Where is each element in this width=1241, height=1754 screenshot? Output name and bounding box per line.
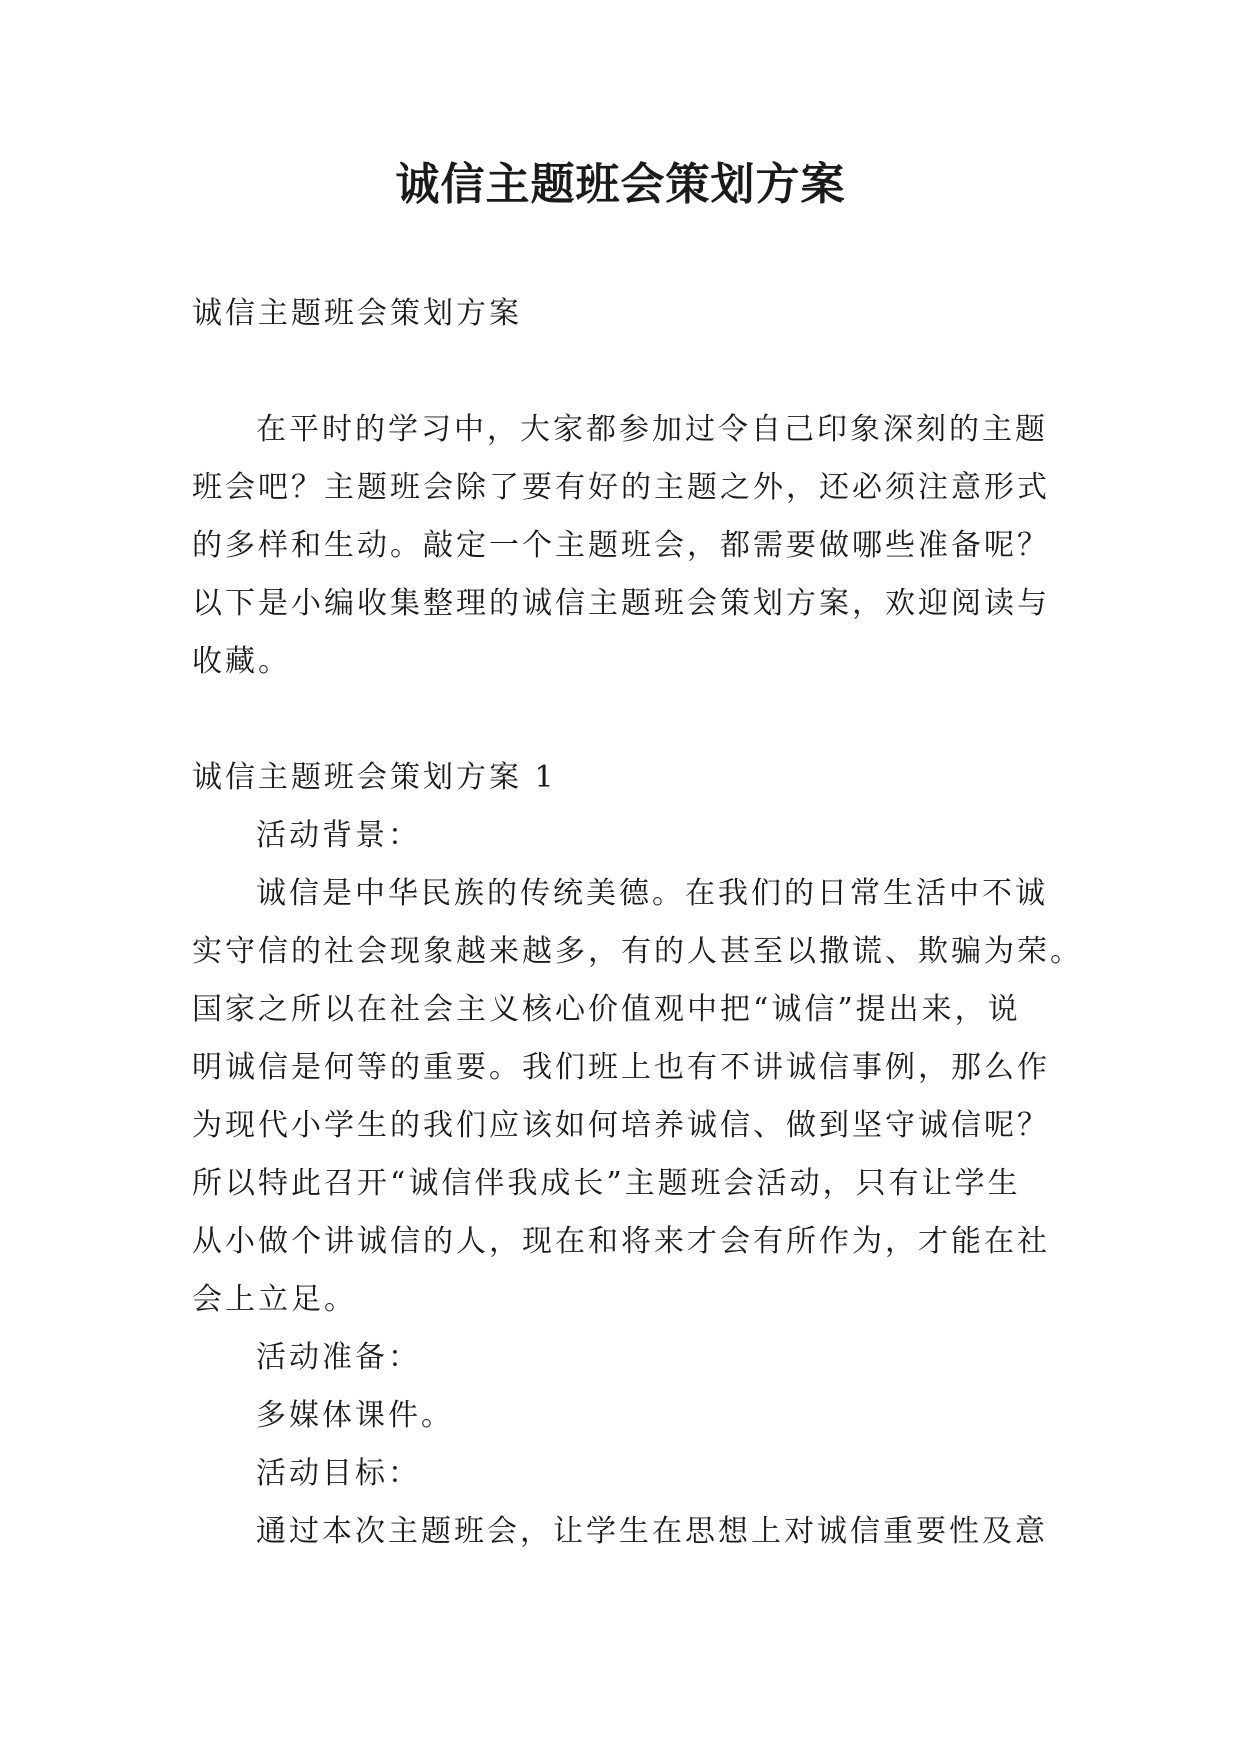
background-line: 诚信是中华民族的传统美德。在我们的日常生活中不诚	[256, 876, 1048, 911]
intro-line: 班会吧？主题班会除了要有好的主题之外，还必须注意形式	[192, 470, 1050, 505]
background-paragraph	[192, 865, 1083, 1329]
background-line: 实守信的社会现象越来越多，有的人甚至以撒谎、欺骗为荣。	[192, 934, 1083, 969]
section-heading: 诚信主题班会策划方案 1	[192, 760, 557, 795]
background-line: 会上立足。	[192, 1282, 357, 1317]
background-line: 所以特此召开“诚信伴我成长”主题班会活动，只有让学生	[192, 1166, 1021, 1201]
subtitle: 诚信主题班会策划方案	[192, 296, 522, 331]
document-body	[192, 285, 1083, 1561]
page-title: 诚信主题班会策划方案	[395, 159, 846, 210]
intro-paragraph	[192, 401, 1052, 691]
preparation-text: 多媒体课件。	[256, 1398, 454, 1433]
preparation-label: 活动准备：	[256, 1340, 421, 1375]
background-line: 国家之所以在社会主义核心价值观中把“诚信”提出来，说	[192, 992, 1021, 1027]
intro-line: 以下是小编收集整理的诚信主题班会策划方案，欢迎阅读与	[192, 586, 1050, 621]
background-line: 从小做个讲诚信的人，现在和将来才会有所作为，才能在社	[192, 1224, 1050, 1259]
goal-text: 通过本次主题班会，让学生在思想上对诚信重要性及意	[256, 1514, 1048, 1549]
background-line: 明诚信是何等的重要。我们班上也有不讲诚信事例，那么作	[192, 1050, 1050, 1085]
intro-line: 在平时的学习中，大家都参加过令自己印象深刻的主题	[256, 412, 1048, 447]
background-line: 为现代小学生的我们应该如何培养诚信、做到坚守诚信呢？	[192, 1108, 1050, 1143]
spacer	[192, 343, 1052, 401]
intro-line: 的多样和生动。敲定一个主题班会，都需要做哪些准备呢？	[192, 528, 1050, 563]
spacer	[192, 691, 1052, 749]
background-label: 活动背景：	[256, 818, 421, 853]
intro-line: 收藏。	[192, 644, 291, 679]
goal-label: 活动目标：	[256, 1456, 421, 1491]
